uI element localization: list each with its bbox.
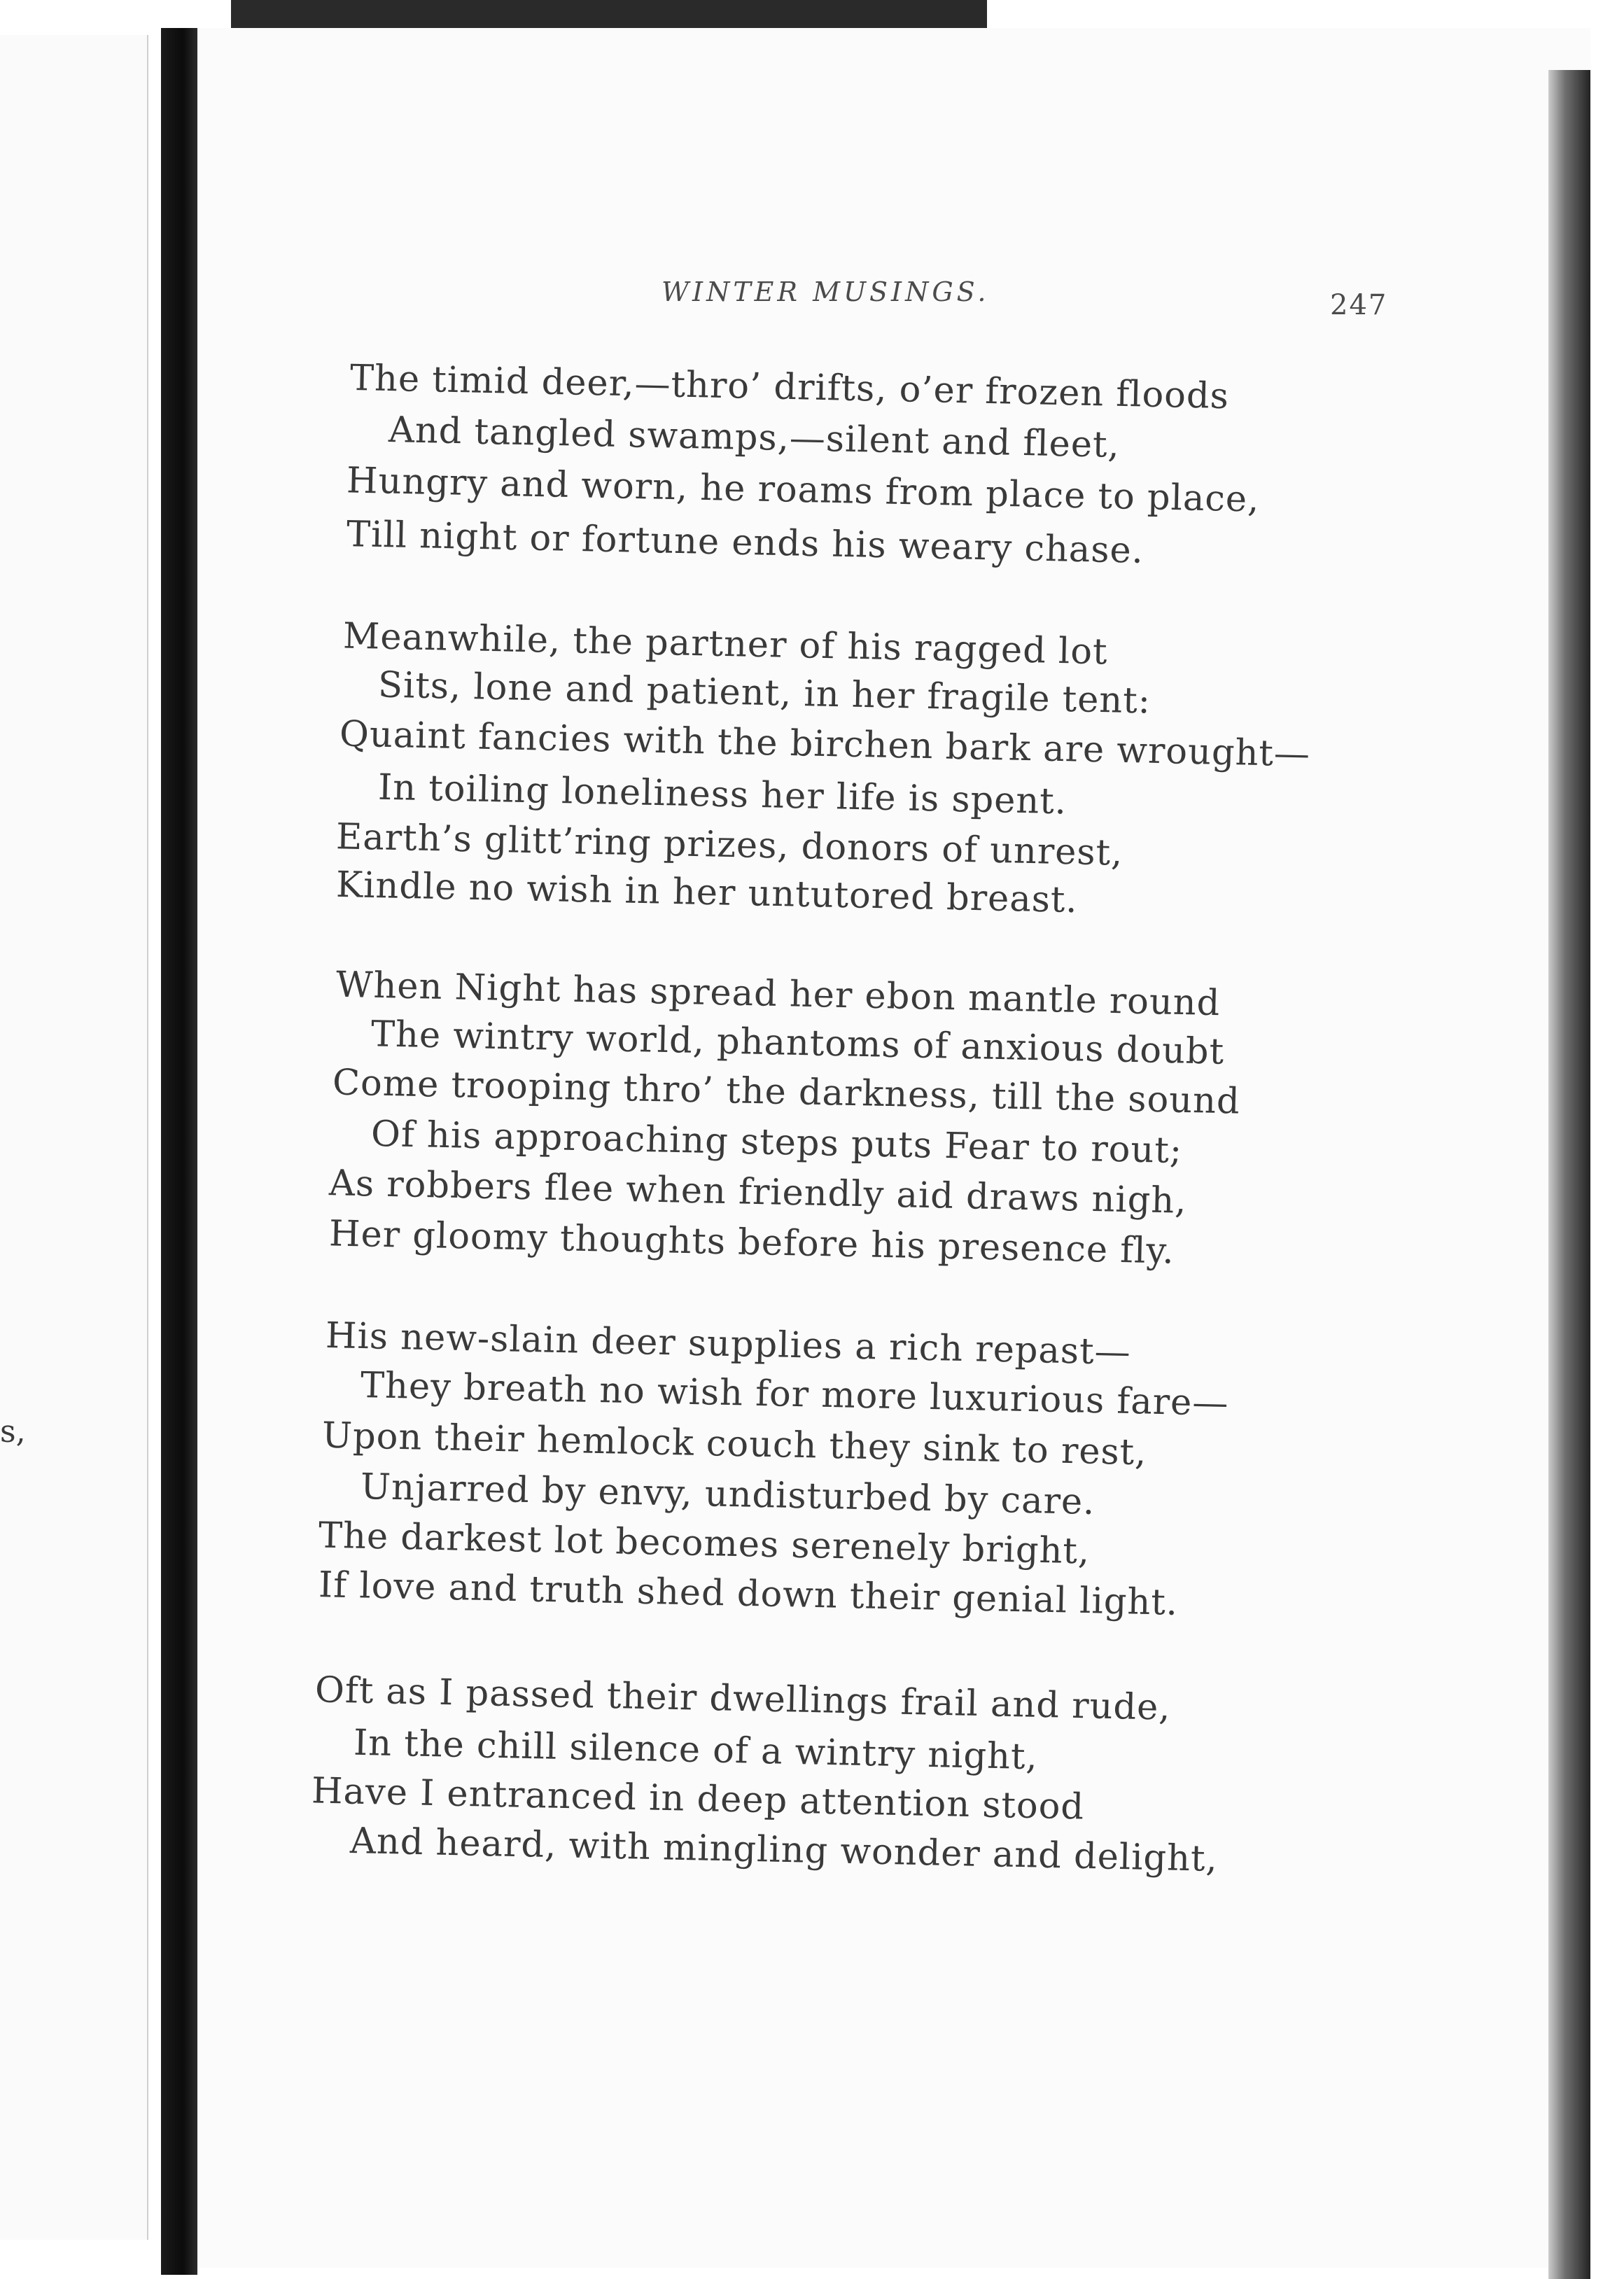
poem-line: Oft as I passed their dwellings frail and rude, [314, 1669, 1172, 1729]
poem-line: Meanwhile, the partner of his ragged lot [342, 615, 1109, 673]
poem-line: Her gloomy thoughts before his presence fly. [328, 1213, 1175, 1272]
poem-line: They breath no wish for more luxurious fare— [360, 1365, 1229, 1424]
poem-line: And tangled swamps,—silent and fleet, [388, 409, 1121, 466]
book-spine [161, 28, 197, 2275]
poem-line: If love and truth shed down their genial light. [318, 1564, 1179, 1624]
poem-line: The timid deer,—thro’ drifts, o’er frozen floods [349, 357, 1230, 418]
page-edge-stack [1548, 70, 1590, 2279]
left-page-text-fragment: s, [0, 1414, 26, 1450]
poem-line: Upon their hemlock couch they sink to rest, [321, 1415, 1147, 1474]
running-head: WINTER MUSINGS. [662, 276, 990, 307]
poem-line: Till night or fortune ends his weary chase. [346, 514, 1144, 572]
poem-line: Hungry and worn, he roams from place to place, [346, 460, 1260, 521]
poem-line: Have I entranced in deep attention stood [311, 1770, 1085, 1828]
poem-line: Sits, lone and patient, in her fragile tent: [377, 664, 1152, 722]
left-facing-page [0, 35, 148, 2240]
poem-line: Kindle no wish in her untutored breast. [335, 864, 1079, 922]
poem-line: Earth’s glitt’ring prizes, donors of unrest, [335, 816, 1124, 874]
poem-line: And heard, with mingling wonder and delight, [349, 1821, 1219, 1880]
poem-line: As robbers flee when friendly aid draws nigh, [328, 1163, 1188, 1222]
poem-line: Quaint fancies with the birchen bark are wrought— [339, 713, 1311, 776]
poem-line: Of his approaching steps puts Fear to rout; [370, 1113, 1183, 1172]
poem-line: The darkest lot becomes serenely bright, [318, 1515, 1091, 1573]
poem-line: Unjarred by envy, undisturbed by care. [360, 1466, 1096, 1523]
poem-line: In the chill silence of a wintry night, [353, 1722, 1039, 1779]
poem-line: In toiling loneliness her life is spent. [377, 766, 1068, 823]
poem-line: His new-slain deer supplies a rich repast— [325, 1314, 1132, 1374]
poem-line: The wintry world, phantoms of anxious doubt [370, 1014, 1225, 1073]
page-number: 247 [1330, 289, 1388, 321]
poem-line: Come trooping thro’ the darkness, till the sound [332, 1062, 1241, 1123]
poem-line: When Night has spread her ebon mantle round [335, 964, 1221, 1025]
